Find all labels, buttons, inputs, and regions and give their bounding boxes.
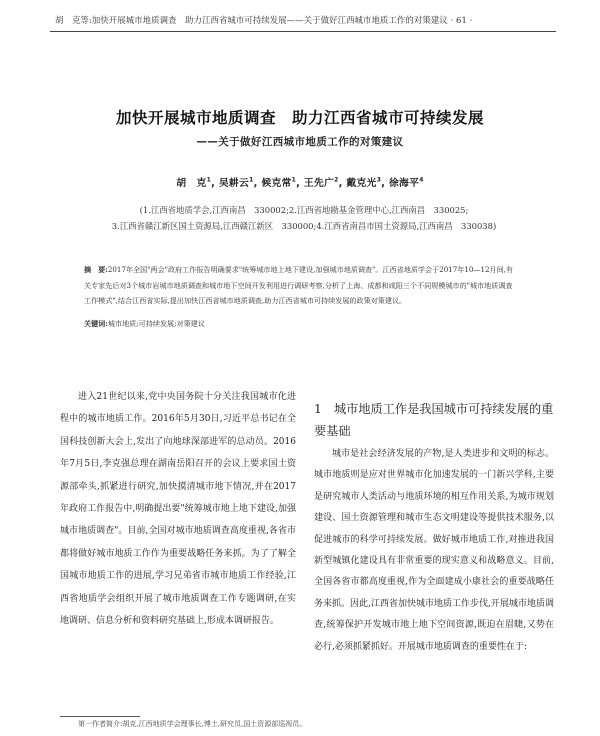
abstract [84, 262, 516, 309]
article-subtitle: ——关于做好江西城市地质工作的对策建议 [196, 136, 404, 148]
author: 胡 克$^1$, [176, 176, 216, 189]
section-number: 1 [314, 402, 322, 416]
section-title: 城市地质工作是我国城市可持续发展的重要基础 [314, 402, 554, 438]
author: 王先广$^2$, [303, 176, 343, 189]
footnote-divider [60, 716, 140, 717]
section-heading [314, 398, 554, 442]
article-title: 加快开展城市地质调查 助力江西省城市可持续发展 [115, 109, 484, 127]
body-left-column: 进入21世纪以来,党中央国务院十分关注我国城市化进程中的城市地质工作。2016年5月30日,习近平总书记在全国科技创新大会上,发出了向地球深部进军的总动员。2016年7月5日,李克强总理在湖南岳阳召开的会议上要求国土资源部牵头,抓紧进行研究,加快摸清城市地下情况,并在2017年政府工作报告中,明确提出要"统筹城市地上地下建设,加强城市地质调查"。目前,全国对城市地质调查高度重视,各省市都将做好城市地质工作作为重要战略任务来抓。为了了解全国城市地质工作的进展,学习兄弟省市城市地质工作经验,江西省地质学会组织开展了城市地质调查工作专题调研,在实地调研、信息分析和资料研究基础上,形成本调研报告。 [60, 392, 296, 627]
author: 徐海平$^4$ [388, 176, 424, 189]
running-header: 胡 克等:加快开展城市地质调查 助力江西省城市可持续发展——关于做好江西城市地质工作的对策建议 · 61 · [55, 15, 473, 25]
abstract-text: 2017年全国"两会"政府工作报告明确要求"统筹城市地上地下建设,加强城市地质调查"。江西省地质学会于2017年10—12月间,有关专家先后对3个城市岩城市地质调查和城市地下空间开发利用进行调研考察,分析了上海、成都和咸阳三个不同规模城市的"城市地质调查工作模式",结合江西省实际,提出加快江西省城市地质调查,助力江西省城市可持续发展的政策对策建议。 [84, 265, 514, 306]
body-right-column: 城市是社会经济发展的产物,是人类进步和文明的标志。城市地质则是应对世界城市化加速发展的一门新兴学科,主要是研究城市人类活动与地质环境的相互作用关系,为城市规划建设、国土资源管理和城市生态文明建设等提供技术服务,以促进城市的科学可持续发展。做好城市地质工作,对推进我国新型城镇化建设具有非常重要的现实意义和战略意义。目前,全国各省市都高度重视,作为全面建成小康社会的重要战略任务来抓。因此,江西省加快城市地质工作步伐,开展城市地质调查,统筹保护开发城市地上地下空间资源,既迫在眉睫,又势在必行,必须抓紧抓好。开展城市地质调查的重要性在于: [314, 449, 554, 652]
keywords-label: 关键词: [84, 319, 108, 328]
author: 吴耕云$^1$, [218, 176, 258, 189]
abstract-label: 摘 要: [84, 265, 108, 274]
author: 候克常$^1$, [261, 176, 301, 189]
header-divider [50, 31, 556, 32]
affiliations-line-1: (1.江西省地质学会,江西南昌 330002;2.江西省地勘基金管理中心,江西南昌 330025; [139, 205, 469, 215]
affiliations-line-2: 3.江西省赣江新区国土资源局,江西赣江新区 330000;4.江西省南昌市国土资源局,江西南昌 330038) [111, 221, 497, 231]
author-footnote: 第一作者简介:胡克,江西地质学会理事长,博士,研究员,国土资源部巡视员。 [78, 720, 307, 728]
keywords-text: 城市地质;可持续发展;对策建议 [107, 319, 205, 328]
author: 戴克光$^3$, [346, 176, 386, 189]
keywords [84, 319, 516, 329]
author-list [0, 175, 600, 189]
